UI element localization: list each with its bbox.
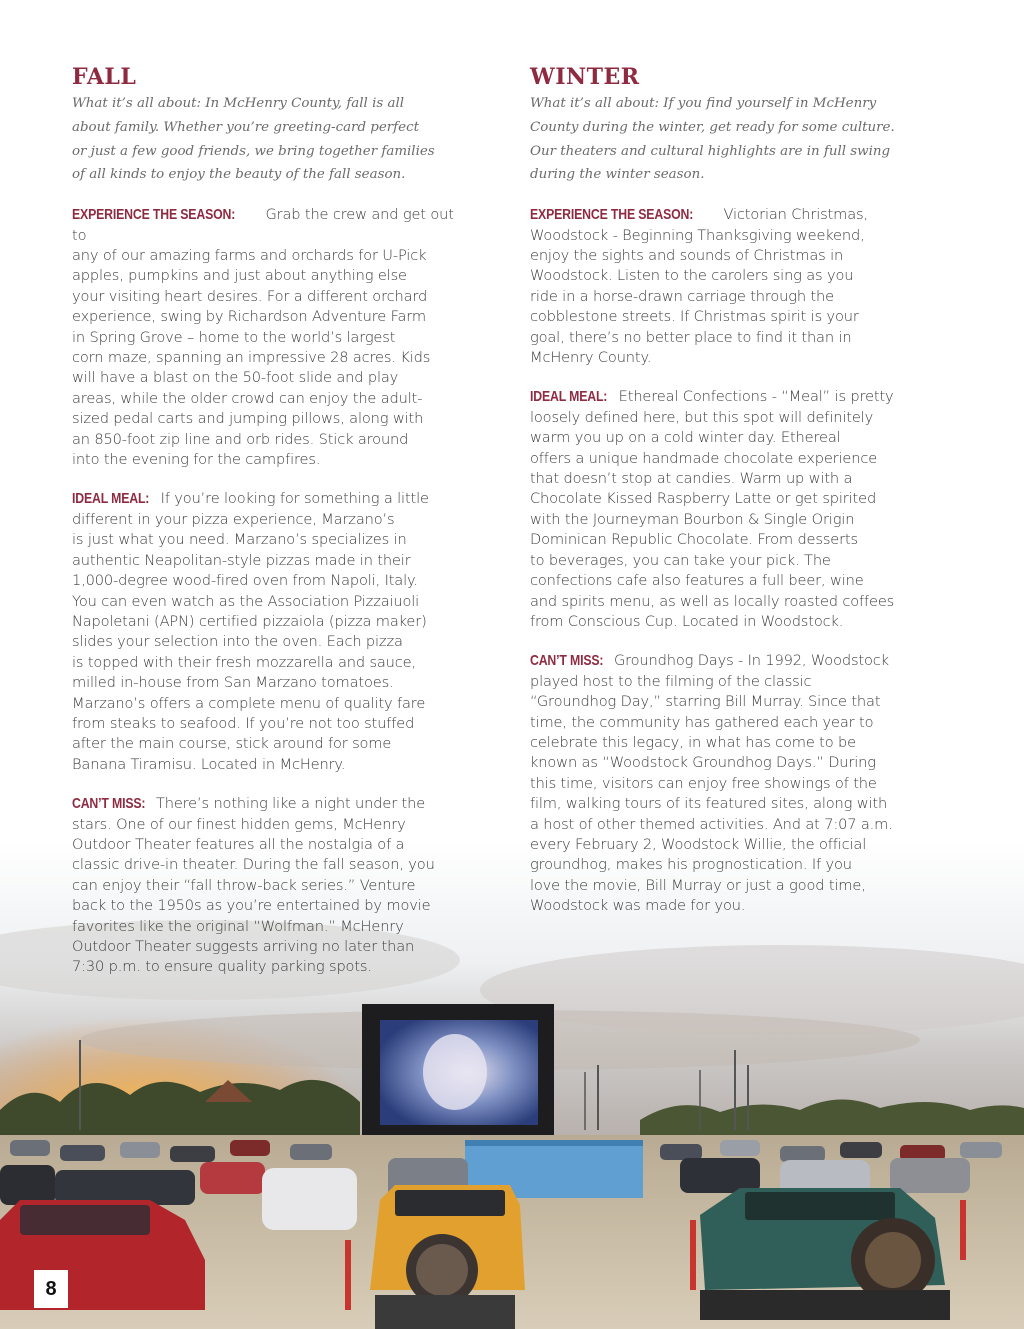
winter-intro: What it’s all about: If you find yourself in McHenry County during the winter, get ready for some culture. Our theaters and cultural highlights are in full swing during the winter season. (530, 96, 895, 183)
winter-cantmiss-text: Groundhog Days - In 1992, Woodstock played host to the filming of the classic “Groundhog Day,” starring Bill Murray. Since that time, the community has gathered each year to celebrate this legacy, in what has come to be known as “Woodstock Groundhog Days.” During this time, visitors can enjoy free showings of the film, walking tours of its featured sites, along with a host of other themed activities. And at 7:07 a.m. every February 2, Woodstock Willie, the official groundhog, makes his prognostication. If you love the movie, Bill Murray or just a good time, Woodstock was made for you. (530, 652, 893, 915)
fall-experience-text: Grab the crew and get out to any of our amazing farms and orchards for U-Pick apples, pumpkins and just about anything else your visiting heart desires. For a different orchard experience, swing by Richardson Adventure Farm in Spring Grove – home to the world’s largest corn maze, spanning an impressive 28 acres. Kids will have a blast on the 50-foot slide and play areas, while the older crowd can enjoy the adult- sized pedal carts and jumping pillows, along with an 850-foot zip line and orb rides. Stick around into the evening for the campfires. (72, 206, 454, 469)
winter-title: WINTER (530, 64, 640, 90)
winter-cantmiss-label: CAN’T MISS: (530, 652, 604, 670)
fall-cantmiss-label: CAN’T MISS: (72, 795, 146, 813)
fall-intro: What it’s all about: In McHenry County, fall is all about family. Whether you’re greeting-card perfect or just a few good friends, we bring together families of all kinds to enjoy the beauty of the fall season. (72, 96, 435, 183)
winter-column (530, 62, 930, 936)
fall-experience-label: EXPERIENCE THE SEASON: (72, 206, 236, 224)
fall-cantmiss-paragraph (72, 794, 472, 978)
fall-experience-paragraph (72, 205, 472, 470)
fall-title: FALL (72, 64, 137, 90)
winter-experience-text: Victorian Christmas, Woodstock - Beginning Thanksgiving weekend, enjoy the sights and sounds of Christmas in Woodstock. Listen to the carolers sing as you ride in a horse-drawn carriage through the cobblestone streets. If Christmas spirit is your goal, there’s no better place to find it than in McHenry County. (530, 206, 868, 367)
winter-experience-paragraph (530, 205, 930, 368)
winter-meal-label: IDEAL MEAL: (530, 388, 608, 406)
winter-meal-text: Ethereal Confections - “Meal” is pretty loosely defined here, but this spot will definitely warm you up on a cold winter day. Ethereal offers a unique handmade chocolate experience that doesn’t stop at candies. Warm up with a Chocolate Kissed Raspberry Latte or get spirited with the Journeyman Bourbon & Single Origin Dominican Republic Chocolate. From desserts to beverages, you can take your pick. The confections cafe also features a full beer, wine and spirits menu, as well as locally roasted coffees from Conscious Cup. Located in Woodstock. (530, 388, 895, 630)
winter-cantmiss-paragraph (530, 651, 930, 916)
fall-cantmiss-text: There’s nothing like a night under the stars. One of our finest hidden gems, McHenry Outdoor Theater features all the nostalgia of a classic drive-in theater. During the fall season, you can enjoy their “fall throw-back series.” Venture back to the 1950s as you’re entertained by movie favorites like the original “Wolfman.” McHenry Outdoor Theater suggests arriving no later than 7:30 p.m. to ensure quality parking spots. (72, 795, 435, 976)
fall-meal-text: If you’re looking for something a little different in your pizza experience, Marzano’s is just what you need. Marzano’s specializes in authentic Neapolitan-style pizzas made in their 1,000-degree wood-fired oven from Napoli, Italy. You can even watch as the Association Pizzaiuoli Napoletani (APN) certified pizzaiola (pizza maker) slides your selection into the oven. Each pizza is topped with their fresh mozzarella and sauce, milled in-house from San Marzano tomatoes. Marzano’s offers a complete menu of quality fare from steaks to seafood. If you’re not too stuffed after the main course, stick around for some Banana Tiramisu. Located in McHenry. (72, 490, 429, 773)
fall-column (72, 62, 472, 997)
page-number: 8 (34, 1270, 68, 1308)
winter-experience-label: EXPERIENCE THE SEASON: (530, 206, 694, 224)
fall-meal-label: IDEAL MEAL: (72, 490, 150, 508)
winter-meal-paragraph (530, 387, 930, 632)
fall-meal-paragraph (72, 489, 472, 775)
